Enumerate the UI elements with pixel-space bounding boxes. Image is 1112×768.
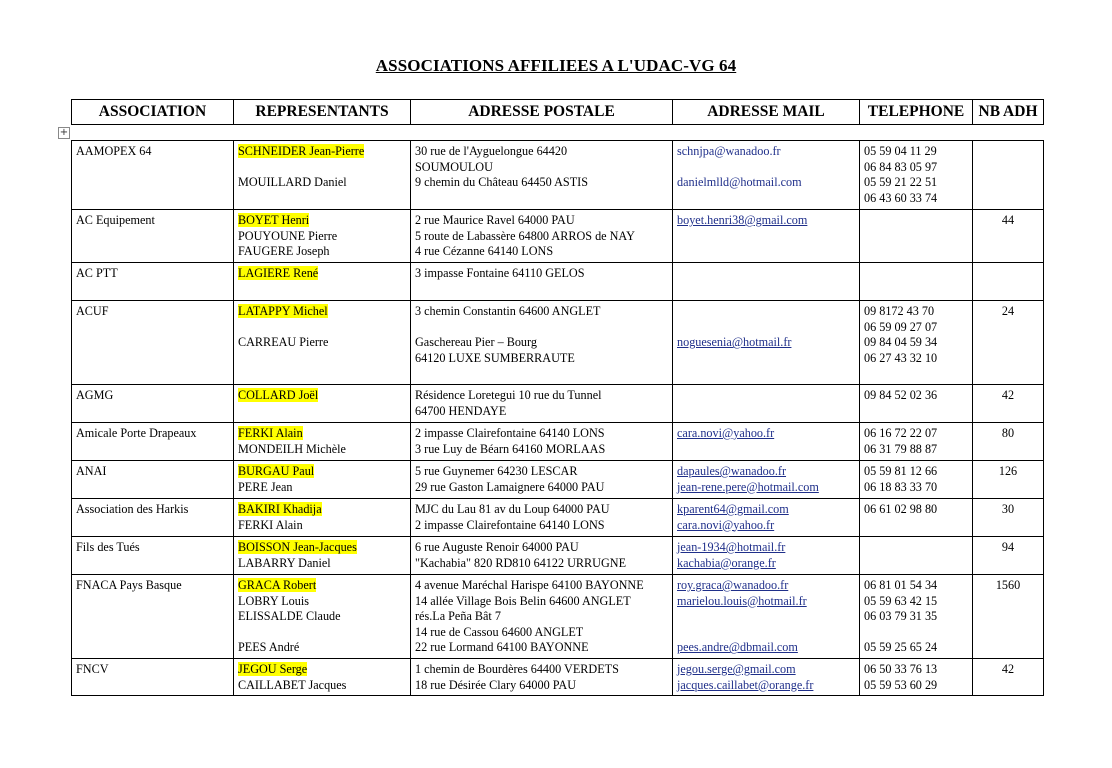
representant-name: [238, 304, 406, 320]
postal-address-line: 4 avenue Maréchal Harispe 64100 BAYONNE: [415, 578, 644, 592]
representant-name: [238, 282, 406, 298]
postal-address-line: 2 rue Maurice Ravel 64000 PAU: [415, 213, 575, 227]
phone-number: 06 50 33 76 13: [864, 662, 938, 676]
phone-number: 05 59 25 65 24: [864, 640, 938, 655]
phone-number: [864, 229, 968, 245]
email-link: [677, 282, 855, 298]
email-link[interactable]: jean-rene.pere@hotmail.com: [677, 479, 819, 494]
association-name: Fils des Tués: [76, 540, 140, 554]
association-cell: [72, 263, 234, 301]
table-row: [72, 499, 1044, 537]
nb-adh-cell: [973, 575, 1044, 659]
representant-name: FAUGERE Joseph: [238, 244, 330, 259]
header-association: ASSOCIATION: [72, 100, 234, 125]
nb-adh-cell: [973, 537, 1044, 575]
representant-name: [238, 625, 406, 641]
table-row: [72, 263, 1044, 301]
representant-name: FERKI Alain: [238, 517, 303, 532]
phone-number: 05 59 04 11 29: [864, 144, 937, 158]
postal-address-line: 5 rue Guynemer 64230 LESCAR: [415, 464, 578, 478]
adresse-postale-cell: [411, 301, 673, 385]
representant-name: [238, 578, 406, 594]
phone-number: 06 43 60 33 74: [864, 190, 938, 205]
postal-address-line: 29 rue Gaston Lamaignere 64000 PAU: [415, 479, 605, 494]
adresse-mail-cell: [673, 210, 860, 263]
postal-address-line: 3 rue Luy de Béarn 64160 MORLAAS: [415, 441, 606, 456]
postal-address-line: [415, 282, 668, 298]
representant-name: [238, 191, 406, 207]
phone-number: 06 84 83 05 97: [864, 159, 938, 174]
nb-adh-cell: [973, 385, 1044, 423]
postal-address-line: 5 route de Labassère 64800 ARROS de NAY: [415, 228, 635, 243]
email-link[interactable]: jacques.caillabet@orange.fr: [677, 677, 814, 692]
highlighted-contact-name: SCHNEIDER Jean-Pierre: [238, 144, 365, 158]
postal-address-line: rés.La Peña Bât 7: [415, 609, 501, 624]
telephone-cell: [860, 141, 973, 210]
phone-number: [864, 540, 968, 556]
postal-address-line: 1 chemin de Bourdères 64400 VERDETS: [415, 662, 619, 676]
email-link: [677, 609, 855, 625]
representant-name: CARREAU Pierre: [238, 335, 329, 350]
adresse-mail-cell: [673, 461, 860, 499]
highlighted-contact-name: BURGAU Paul: [238, 464, 315, 478]
phone-number: [864, 556, 968, 572]
representant-name: LOBRY Louis: [238, 593, 309, 608]
adresse-mail-cell: [673, 659, 860, 696]
highlighted-contact-name: LATAPPY Michel: [238, 304, 328, 318]
phone-number: 06 81 01 54 34: [864, 578, 938, 592]
phone-number: [864, 213, 968, 229]
representants-cell: [234, 210, 411, 263]
association-name: Amicale Porte Drapeaux: [76, 426, 197, 440]
table-row: [72, 537, 1044, 575]
postal-address-line: 6 rue Auguste Renoir 64000 PAU: [415, 540, 579, 554]
email-link[interactable]: kparent64@gmail.com: [677, 502, 789, 516]
association-name: AGMG: [76, 388, 114, 402]
adresse-mail-cell: [673, 499, 860, 537]
postal-address-line: SOUMOULOU: [415, 159, 493, 174]
telephone-cell: [860, 499, 973, 537]
postal-address-line: 2 impasse Clairefontaine 64140 LONS: [415, 517, 605, 532]
email-link: [677, 625, 855, 641]
email-link: [677, 442, 855, 458]
phone-number: 05 59 63 42 15: [864, 593, 938, 608]
email-link[interactable]: schnjpa@wanadoo.fr: [677, 144, 781, 158]
phone-number: 06 61 02 98 80: [864, 502, 938, 516]
header-row: [72, 100, 1044, 125]
email-link[interactable]: dapaules@wanadoo.fr: [677, 464, 787, 478]
adresse-postale-cell: [411, 659, 673, 696]
telephone-cell: [860, 385, 973, 423]
postal-address-line: "Kachabia" 820 RD810 64122 URRUGNE: [415, 555, 627, 570]
email-link[interactable]: cara.novi@yahoo.fr: [677, 426, 775, 440]
nb-adh-cell: [973, 499, 1044, 537]
nb-adh-cell: [973, 141, 1044, 210]
phone-number: 06 16 72 22 07: [864, 426, 938, 440]
adresse-mail-cell: [673, 301, 860, 385]
association-cell: [72, 575, 234, 659]
member-count: 30: [1001, 502, 1015, 516]
member-count: 44: [1001, 213, 1015, 227]
adresse-postale-cell: [411, 575, 673, 659]
adresse-mail-cell: [673, 263, 860, 301]
telephone-cell: [860, 461, 973, 499]
nb-adh-cell: [973, 301, 1044, 385]
association-name: FNACA Pays Basque: [76, 578, 182, 592]
adresse-postale-cell: [411, 423, 673, 461]
member-count: 94: [1001, 540, 1015, 554]
postal-address-line: 30 rue de l'Ayguelongue 64420: [415, 144, 568, 158]
association-cell: [72, 461, 234, 499]
email-link[interactable]: cara.novi@yahoo.fr: [677, 517, 775, 532]
table-row: [72, 659, 1044, 696]
highlighted-contact-name: BAKIRI Khadija: [238, 502, 322, 516]
representants-cell: [234, 461, 411, 499]
representant-name: [238, 662, 406, 678]
representant-name: [238, 160, 406, 176]
postal-address-line: [415, 320, 668, 336]
adresse-postale-cell: [411, 385, 673, 423]
representants-cell: [234, 263, 411, 301]
associations-table-body: [72, 141, 1044, 696]
representants-cell: [234, 423, 411, 461]
phone-number: 09 84 52 02 36: [864, 388, 938, 402]
header-adresse-mail: ADRESSE MAIL: [673, 100, 860, 125]
table-move-handle-icon[interactable]: +: [59, 127, 69, 138]
highlighted-contact-name: BOISSON Jean-Jacques: [238, 540, 357, 554]
email-link: [677, 244, 855, 260]
highlighted-contact-name: LAGIERE René: [238, 266, 319, 280]
email-link: [677, 320, 855, 336]
table-row: [72, 575, 1044, 659]
table-row: [72, 461, 1044, 499]
email-link: [677, 366, 855, 382]
postal-address-line: 18 rue Désirée Clary 64000 PAU: [415, 677, 577, 692]
representants-cell: [234, 537, 411, 575]
email-link[interactable]: noguesenia@hotmail.fr: [677, 335, 792, 350]
page-title: ASSOCIATIONS AFFILIEES A L'UDAC-VG 64: [375, 56, 737, 75]
representants-cell: [234, 575, 411, 659]
nb-adh-cell: [973, 659, 1044, 696]
email-link: [677, 404, 855, 420]
phone-number: 06 27 43 32 10: [864, 350, 938, 365]
associations-table: [71, 140, 1044, 696]
highlighted-contact-name: FERKI Alain: [238, 426, 303, 440]
phone-number: [864, 282, 968, 298]
representant-name: POUYOUNE Pierre: [238, 228, 338, 243]
representant-name: PEES André: [238, 640, 300, 655]
association-cell: [72, 385, 234, 423]
representant-name: [238, 502, 406, 518]
association-cell: [72, 301, 234, 385]
table-row: [72, 385, 1044, 423]
association-name: FNCV: [76, 662, 109, 676]
email-link[interactable]: jean-1934@hotmail.fr: [677, 540, 786, 554]
member-count: 42: [1001, 662, 1015, 676]
email-link[interactable]: danielmlld@hotmail.com: [677, 175, 802, 190]
association-cell: [72, 499, 234, 537]
phone-number: [864, 625, 968, 641]
association-cell: [72, 423, 234, 461]
member-count: 1560: [995, 578, 1021, 592]
phone-number: 09 84 04 59 34: [864, 335, 938, 350]
adresse-postale-cell: [411, 461, 673, 499]
postal-address-line: 22 rue Lormand 64100 BAYONNE: [415, 640, 589, 655]
email-link: [677, 388, 855, 404]
header-table: [71, 99, 1044, 125]
telephone-cell: [860, 659, 973, 696]
email-link[interactable]: roy.graca@wanadoo.fr: [677, 578, 789, 592]
postal-address-line: 2 impasse Clairefontaine 64140 LONS: [415, 426, 605, 440]
association-name: Association des Harkis: [76, 502, 189, 516]
email-link: [677, 160, 855, 176]
email-link: [677, 351, 855, 367]
adresse-postale-cell: [411, 537, 673, 575]
header-representants: REPRESENTANTS: [234, 100, 411, 125]
adresse-postale-cell: [411, 499, 673, 537]
email-link[interactable]: jegou.serge@gmail.com: [677, 662, 796, 676]
association-cell: [72, 210, 234, 263]
phone-number: 06 18 83 33 70: [864, 479, 938, 494]
phone-number: 06 59 09 27 07: [864, 319, 938, 334]
email-link[interactable]: kachabia@orange.fr: [677, 555, 776, 570]
phone-number: 05 59 21 22 51: [864, 175, 938, 190]
representant-name: PERE Jean: [238, 479, 293, 494]
email-link[interactable]: pees.andre@dbmail.com: [677, 640, 798, 655]
table-row: [72, 423, 1044, 461]
phone-number: [864, 266, 968, 282]
postal-address-line: MJC du Lau 81 av du Loup 64000 PAU: [415, 502, 610, 516]
table-row: [72, 141, 1044, 210]
table-row: [72, 301, 1044, 385]
postal-address-line: 64700 HENDAYE: [415, 403, 507, 418]
nb-adh-cell: [973, 263, 1044, 301]
email-link[interactable]: boyet.henri38@gmail.com: [677, 213, 808, 227]
postal-address-line: 9 chemin du Château 64450 ASTIS: [415, 175, 588, 190]
phone-number: [864, 518, 968, 534]
adresse-mail-cell: [673, 575, 860, 659]
representant-name: [238, 464, 406, 480]
representant-name: [238, 213, 406, 229]
nb-adh-cell: [973, 210, 1044, 263]
member-count: 24: [1001, 304, 1015, 318]
email-link: [677, 191, 855, 207]
header-telephone: TELEPHONE: [860, 100, 973, 125]
representants-cell: [234, 301, 411, 385]
telephone-cell: [860, 210, 973, 263]
representant-name: MOUILLARD Daniel: [238, 175, 347, 190]
adresse-mail-cell: [673, 141, 860, 210]
association-cell: [72, 537, 234, 575]
association-name: ANAI: [76, 464, 107, 478]
association-name: AC PTT: [76, 266, 118, 280]
adresse-mail-cell: [673, 423, 860, 461]
phone-number: [864, 404, 968, 420]
nb-adh-cell: [973, 423, 1044, 461]
association-name: AC Equipement: [76, 213, 155, 227]
representant-name: MONDEILH Michèle: [238, 441, 346, 456]
representant-name: CAILLABET Jacques: [238, 677, 347, 692]
representant-name: [238, 404, 406, 420]
member-count: 126: [998, 464, 1018, 478]
telephone-cell: [860, 575, 973, 659]
postal-address-line: 14 rue de Cassou 64600 ANGLET: [415, 624, 584, 639]
member-count: [977, 144, 1039, 160]
member-count: [977, 266, 1039, 282]
header-nb-adh: NB ADH: [973, 100, 1044, 125]
representant-name: [238, 366, 406, 382]
association-name: ACUF: [76, 304, 109, 318]
phone-number: [864, 366, 968, 382]
postal-address-line: [415, 191, 668, 207]
postal-address-line: 4 rue Cézanne 64140 LONS: [415, 244, 554, 259]
highlighted-contact-name: GRACA Robert: [238, 578, 317, 592]
header-adresse-postale: ADRESSE POSTALE: [411, 100, 673, 125]
phone-number: 06 03 79 31 35: [864, 609, 938, 624]
postal-address-line: 14 allée Village Bois Belin 64600 ANGLET: [415, 593, 631, 608]
representants-cell: [234, 385, 411, 423]
telephone-cell: [860, 537, 973, 575]
email-link: [677, 266, 855, 282]
representant-name: LABARRY Daniel: [238, 555, 331, 570]
phone-number: 06 31 79 88 87: [864, 441, 938, 456]
member-count: 42: [1001, 388, 1015, 402]
nb-adh-cell: [973, 461, 1044, 499]
postal-address-line: Résidence Loretegui 10 rue du Tunnel: [415, 388, 602, 402]
adresse-mail-cell: [673, 385, 860, 423]
phone-number: 05 59 53 60 29: [864, 677, 938, 692]
highlighted-contact-name: BOYET Henri: [238, 213, 310, 227]
phone-number: 05 59 81 12 66: [864, 464, 938, 478]
adresse-mail-cell: [673, 537, 860, 575]
email-link[interactable]: marielou.louis@hotmail.fr: [677, 593, 807, 608]
representant-name: [238, 351, 406, 367]
telephone-cell: [860, 423, 973, 461]
association-name: AAMOPEX 64: [76, 144, 152, 158]
representant-name: [238, 388, 406, 404]
representants-cell: [234, 499, 411, 537]
representant-name: [238, 266, 406, 282]
postal-address-line: 3 chemin Constantin 64600 ANGLET: [415, 304, 601, 318]
phone-number: [864, 244, 968, 260]
postal-address-line: 3 impasse Fontaine 64110 GELOS: [415, 266, 585, 280]
highlighted-contact-name: JEGOU Serge: [238, 662, 308, 676]
member-count: 80: [1001, 426, 1015, 440]
table-row: [72, 210, 1044, 263]
email-link: [677, 229, 855, 245]
postal-address-line: 64120 LUXE SUMBERRAUTE: [415, 350, 575, 365]
adresse-postale-cell: [411, 210, 673, 263]
association-cell: [72, 141, 234, 210]
representant-name: [238, 540, 406, 556]
telephone-cell: [860, 301, 973, 385]
representant-name: ELISSALDE Claude: [238, 609, 341, 624]
telephone-cell: [860, 263, 973, 301]
adresse-postale-cell: [411, 263, 673, 301]
postal-address-line: [415, 366, 668, 382]
highlighted-contact-name: COLLARD Joël: [238, 388, 319, 402]
representants-cell: [234, 141, 411, 210]
email-link: [677, 304, 855, 320]
representants-cell: [234, 659, 411, 696]
association-cell: [72, 659, 234, 696]
adresse-postale-cell: [411, 141, 673, 210]
postal-address-line: Gaschereau Pier – Bourg: [415, 335, 537, 350]
phone-number: 09 8172 43 70: [864, 304, 935, 318]
representant-name: [238, 426, 406, 442]
representant-name: [238, 144, 406, 160]
representant-name: [238, 320, 406, 336]
